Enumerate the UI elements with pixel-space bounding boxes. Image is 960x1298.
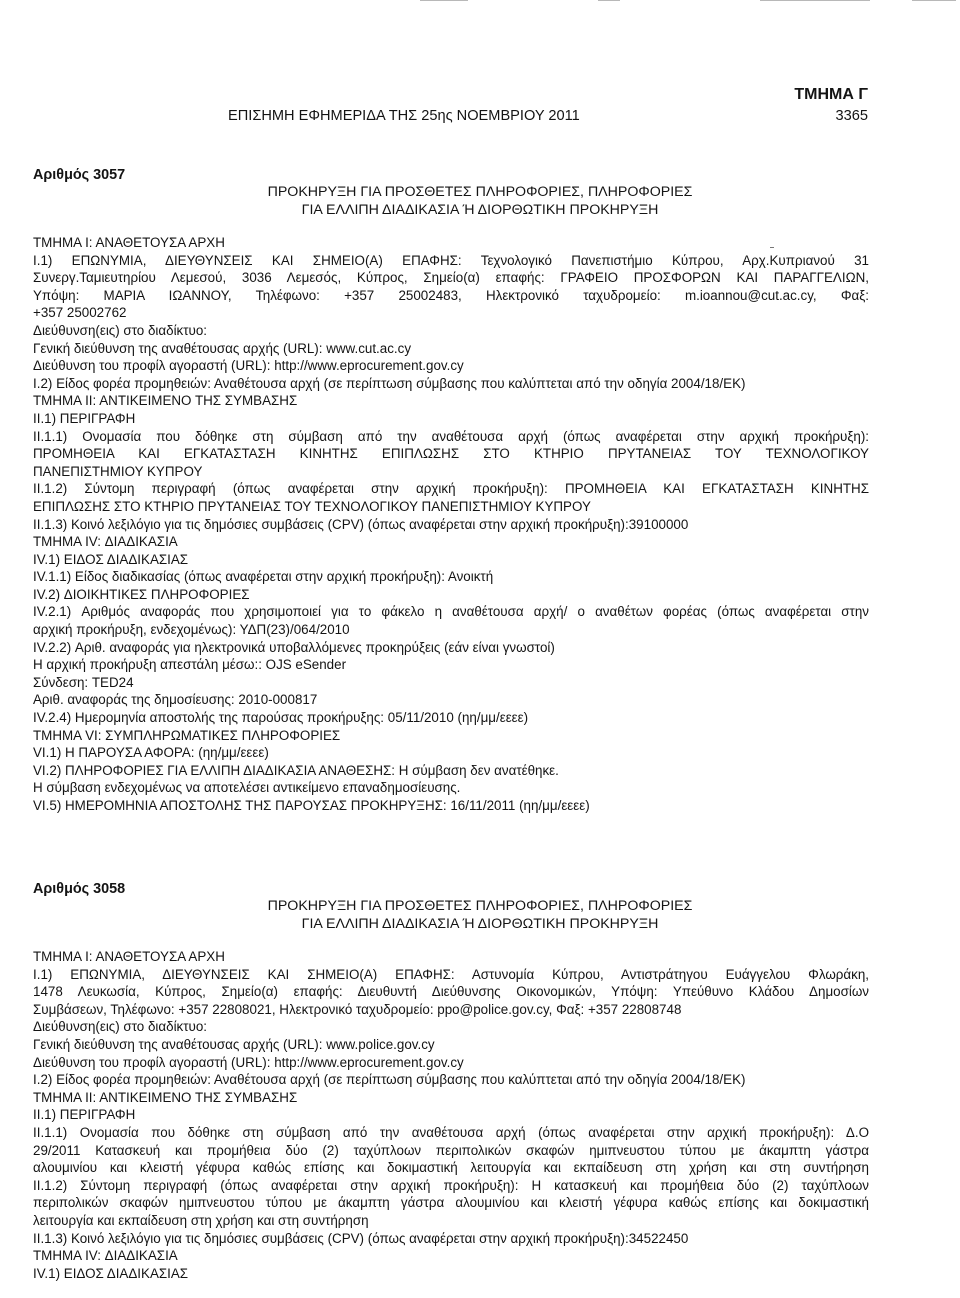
body-line: ΙΙ.1.3) Κοινό λεξιλόγιο για τις δημόσιες συμβάσεις (CPV) (όπως αναφέρεται στην αρχική προκήρυξη):34522450 (33, 1230, 689, 1246)
notice-number: Αριθμός 3058 (33, 881, 126, 897)
body-line: Η αρχική προκήρυξη απεστάλη μέσω:: OJS eSender (33, 657, 347, 673)
body-line: Συμβάσεων, Τηλέφωνο: +357 22808021, Ηλεκτρονικό ταχυδρομείο: ppo@police.gov.cy, Φαξ: +357 22808748 (33, 1001, 682, 1017)
notice-number: Αριθμός 3057 (33, 167, 126, 183)
body-line: ΤΜΗΜΑ Ι: ΑΝΑΘΕΤΟΥΣΑ ΑΡΧΗ (33, 235, 225, 250)
body-line: ΙΙ.1.1) Ονομασία που δόθηκε στη σύμβαση από την αναθέτουσα αρχή (όπως αναφέρεται στην αρχική προκήρυξη): (33, 428, 869, 444)
scan-artifact (912, 0, 956, 1)
body-line: ΤΜΗΜΑ IV: ΔΙΑΔΙΚΑΣΙΑ (33, 1248, 178, 1264)
body-line: VI.5) ΗΜΕΡΟΜΗΝΙΑ ΑΠΟΣΤΟΛΗΣ ΤΗΣ ΠΑΡΟΥΣΑΣ ΠΡΟΚΗΡΥΞΗΣ: 16/11/2011 (ηη/μμ/εεεε) (33, 798, 590, 813)
body-line: Αριθ. αναφοράς της δημοσίευσης: 2010-000817 (33, 692, 318, 708)
body-line: Ι.2) Είδος φορέα προμηθειών: Αναθέτουσα αρχή (σε περίπτωση σύμβασης που καλύπτεται από την οδηγία 2004/18/ΕΚ) (33, 375, 746, 391)
body-line: Ι.2) Είδος φορέα προμηθειών: Αναθέτουσα αρχή (σε περίπτωση σύμβασης που καλύπτεται από την οδηγία 2004/18/ΕΚ) (33, 1072, 746, 1088)
gazette-title: ΕΠΙΣΗΜΗ ΕΦΗΜΕΡΙΔΑ ΤΗΣ 25ης ΝΟΕΜΒΡΙΟΥ 2011 (228, 108, 580, 124)
body-line: Διεύθυνση(εις) στο διαδίκτυο: (33, 1019, 208, 1035)
body-line: λειτουργία και εκπαίδευση στη χρήση και στη συντήρηση (33, 1212, 369, 1228)
notice-title-line: ΠΡΟΚΗΡΥΞΗ ΓΙΑ ΠΡΟΣΘΕΤΕΣ ΠΛΗΡΟΦΟΡΙΕΣ, ΠΛΗΡΟΦΟΡΙΕΣ (267, 898, 693, 914)
body-line: ΙΙ.1) ΠΕΡΙΓΡΑΦΗ (33, 1107, 136, 1123)
scan-artifact (770, 247, 774, 248)
notice-title (200, 897, 760, 933)
body-line: ΙΙ.1) ΠΕΡΙΓΡΑΦΗ (33, 410, 136, 426)
body-line: IV.1.1) Είδος διαδικασίας (όπως αναφέρεται στην αρχική προκήρυξη): Ανοικτή (33, 569, 494, 585)
body-line: ΠΑΝΕΠΙΣΤΗΜΙΟΥ ΚΥΠΡΟΥ (33, 463, 203, 479)
body-line: ΤΜΗΜΑ IV: ΔΙΑΔΙΚΑΣΙΑ (33, 534, 178, 550)
body-line: VI.2) ΠΛΗΡΟΦΟΡΙΕΣ ΓΙΑ ΕΛΛΙΠΗ ΔΙΑΔΙΚΑΣΙΑ ΑΝΑΘΕΣΗΣ: Η σύμβαση δεν ανατέθηκε. (33, 762, 559, 778)
body-line: IV.1) ΕΙΔΟΣ ΔΙΑΔΙΚΑΣΙΑΣ (33, 1265, 189, 1281)
body-line: 1478 Λευκωσία, Κύπρος, Σημείο(α) επαφής: Διευθυντή Διεύθυνσης Οικονομικών, Υπόψη: Υπεύθυνο Κλάδου Δημοσίων (33, 984, 869, 1000)
notice-title-line: ΓΙΑ ΕΛΛΙΠΗ ΔΙΑΔΙΚΑΣΙΑ Ή ΔΙΟΡΘΩΤΙΚΗ ΠΡΟΚΗΡΥΞΗ (301, 202, 659, 218)
notice-title (200, 183, 760, 219)
body-line: Διεύθυνση του προφίλ αγοραστή (URL): http://www.eprocurement.gov.cy (33, 1054, 464, 1070)
body-line: 29/2011 Κατασκευή και προμήθεια δύο (2) ταχύπλοων περιπολικών σκαφών ημιπνευστου τύπου με άκαμπτη γάστρα (33, 1142, 869, 1158)
body-line: VI.1) Η ΠΑΡΟΥΣΑ ΑΦΟΡΑ: (ηη/μμ/εεεε) (33, 745, 269, 761)
page-number: 3365 (835, 108, 868, 124)
body-line: αρχική προκήρυξη, ενδεχομένως): ΥΔΠ(23)/064/2010 (33, 622, 350, 638)
body-line: Διεύθυνση του προφίλ αγοραστή (URL): http://www.eprocurement.gov.cy (33, 358, 464, 374)
body-line: IV.2) ΔΙΟΙΚΗΤΙΚΕΣ ΠΛΗΡΟΦΟΡΙΕΣ (33, 586, 250, 602)
body-line: ΙΙ.1.2) Σύντομη περιγραφή (όπως αναφέρεται στην αρχική προκήρυξη): Η κατασκευή και προμήθεια δύο (2) ταχύπλοων (33, 1177, 869, 1193)
body-line: Γενική διεύθυνση της αναθέτουσας αρχής (URL): www.police.gov.cy (33, 1036, 435, 1052)
body-line: Σύνδεση: TED24 (33, 674, 134, 690)
body-line: IV.2.1) Αριθμός αναφοράς που χρησιμοποιεί για το φάκελο η αναθέτουσα αρχή/ ο αναθέτων φορέας (όπως αναφέρεται στην (33, 604, 869, 620)
scan-artifact (420, 0, 468, 1)
body-line: Υπόψη: ΜΑΡΙΑ ΙΩΑΝΝΟΥ, Τηλέφωνο: +357 25002483, Ηλεκτρονικό ταχυδρομείο: m.ioannou@cut.ac.cy, Φαξ: (33, 287, 869, 303)
body-line: ΤΜΗΜΑ VI: ΣΥΜΠΛΗΡΩΜΑΤΙΚΕΣ ΠΛΗΡΟΦΟΡΙΕΣ (33, 727, 341, 743)
scan-artifact (760, 0, 870, 1)
section-heading: ΤΜΗΜΑ Γ (794, 86, 868, 103)
notice-body (33, 234, 869, 815)
body-line: Γενική διεύθυνση της αναθέτουσας αρχής (URL): www.cut.ac.cy (33, 340, 412, 356)
body-line: Η σύμβαση ενδεχομένως να αποτελέσει αντικείμενο επαναδημοσίευσης. (33, 780, 461, 796)
notice-title-line: ΠΡΟΚΗΡΥΞΗ ΓΙΑ ΠΡΟΣΘΕΤΕΣ ΠΛΗΡΟΦΟΡΙΕΣ, ΠΛΗΡΟΦΟΡΙΕΣ (267, 184, 693, 200)
body-line: IV.2.2) Αριθ. αναφοράς για ηλεκτρονικά υποβαλλόμενες προκηρύξεις (εάν είναι γνωστοί) (33, 639, 555, 655)
body-line: ΕΠΙΠΛΩΣΗΣ ΣΤΟ ΚΤΗΡΙΟ ΠΡΥΤΑΝΕΙΑΣ ΤΟΥ ΤΕΧΝΟΛΟΓΙΚΟΥ ΠΑΝΕΠΙΣΤΗΜΙΟΥ ΚΥΠΡΟΥ (33, 498, 591, 514)
body-line: Συνεργ.Ταμιευτηρίου Λεμεσού, 3036 Λεμεσός, Κύπρος, Σημείο(α) επαφής: ΓΡΑΦΕΙΟ ΠΡΟΣΦΟΡΩΝ ΚΑΙ ΠΑΡΑΓΓΕΛΙΩΝ, (33, 270, 869, 286)
body-line: IV.2.4) Ημερομηνία αποστολής της παρούσας προκήρυξης: 05/11/2010 (ηη/μμ/εεεε) (33, 710, 529, 726)
body-line: Διεύθυνση(εις) στο διαδίκτυο: (33, 322, 208, 338)
notice-title-line: ΓΙΑ ΕΛΛΙΠΗ ΔΙΑΔΙΚΑΣΙΑ Ή ΔΙΟΡΘΩΤΙΚΗ ΠΡΟΚΗΡΥΞΗ (301, 916, 659, 932)
body-line: ΙΙ.1.3) Κοινό λεξιλόγιο για τις δημόσιες συμβάσεις (CPV) (όπως αναφέρεται στην αρχική προκήρυξη):39100000 (33, 516, 689, 532)
body-line: +357 25002762 (33, 305, 127, 321)
body-line: Ι.1) ΕΠΩΝΥΜΙΑ, ΔΙΕΥΘΥΝΣΕΙΣ ΚΑΙ ΣΗΜΕΙΟ(Α) ΕΠΑΦΗΣ: Αστυνομία Κύπρου, Αντιστράτηγου Ευάγγελου Φλωράκη, (33, 966, 869, 982)
body-line: αλουμινίου και κλειστή γέφυρα καθώς επίσης και δοκιμαστική λειτουργία και εκπαίδευση στη χρήση και στη συντήρηση (33, 1160, 869, 1176)
body-line: ΤΜΗΜΑ ΙΙ: ΑΝΤΙΚΕΙΜΕΝΟ ΤΗΣ ΣΥΜΒΑΣΗΣ (33, 1089, 298, 1105)
body-line: ΙΙ.1.1) Ονομασία που δόθηκε στη σύμβαση από την αναθέτουσα αρχή (όπως αναφέρεται στην αρχική προκήρυξη): Δ.Ο (33, 1124, 869, 1140)
scan-artifact (598, 0, 620, 1)
body-line: ΤΜΗΜΑ Ι: ΑΝΑΘΕΤΟΥΣΑ ΑΡΧΗ (33, 949, 225, 964)
notice-body (33, 948, 869, 1282)
body-line: Ι.1) ΕΠΩΝΥΜΙΑ, ΔΙΕΥΘΥΝΣΕΙΣ ΚΑΙ ΣΗΜΕΙΟ(Α) ΕΠΑΦΗΣ: Τεχνολογικό Πανεπιστήμιο Κύπρου, Αρχ.Κυπριανού 31 (33, 252, 869, 268)
body-line: περιπολικών σκαφών ημιπνευστου τύπου με άκαμπτη γάστρα αλουμινίου και κλειστή γέφυρα καθώς επίσης και δοκιμαστική (33, 1195, 869, 1211)
body-line: ΤΜΗΜΑ ΙΙ: ΑΝΤΙΚΕΙΜΕΝΟ ΤΗΣ ΣΥΜΒΑΣΗΣ (33, 393, 298, 409)
body-line: ΙΙ.1.2) Σύντομη περιγραφή (όπως αναφέρεται στην αρχική προκήρυξη): ΠΡΟΜΗΘΕΙΑ ΚΑΙ ΕΓΚΑΤΑΣΤΑΣΗ ΚΙΝΗΤΗΣ (33, 481, 869, 497)
body-line: IV.1) ΕΙΔΟΣ ΔΙΑΔΙΚΑΣΙΑΣ (33, 551, 189, 567)
body-line: ΠΡΟΜΗΘΕΙΑ ΚΑΙ ΕΓΚΑΤΑΣΤΑΣΗ ΚΙΝΗΤΗΣ ΕΠΙΠΛΩΣΗΣ ΣΤΟ ΚΤΗΡΙΟ ΠΡΥΤΑΝΕΙΑΣ ΤΟΥ ΤΕΧΝΟΛΟΓΙΚΟΥ (33, 446, 869, 462)
